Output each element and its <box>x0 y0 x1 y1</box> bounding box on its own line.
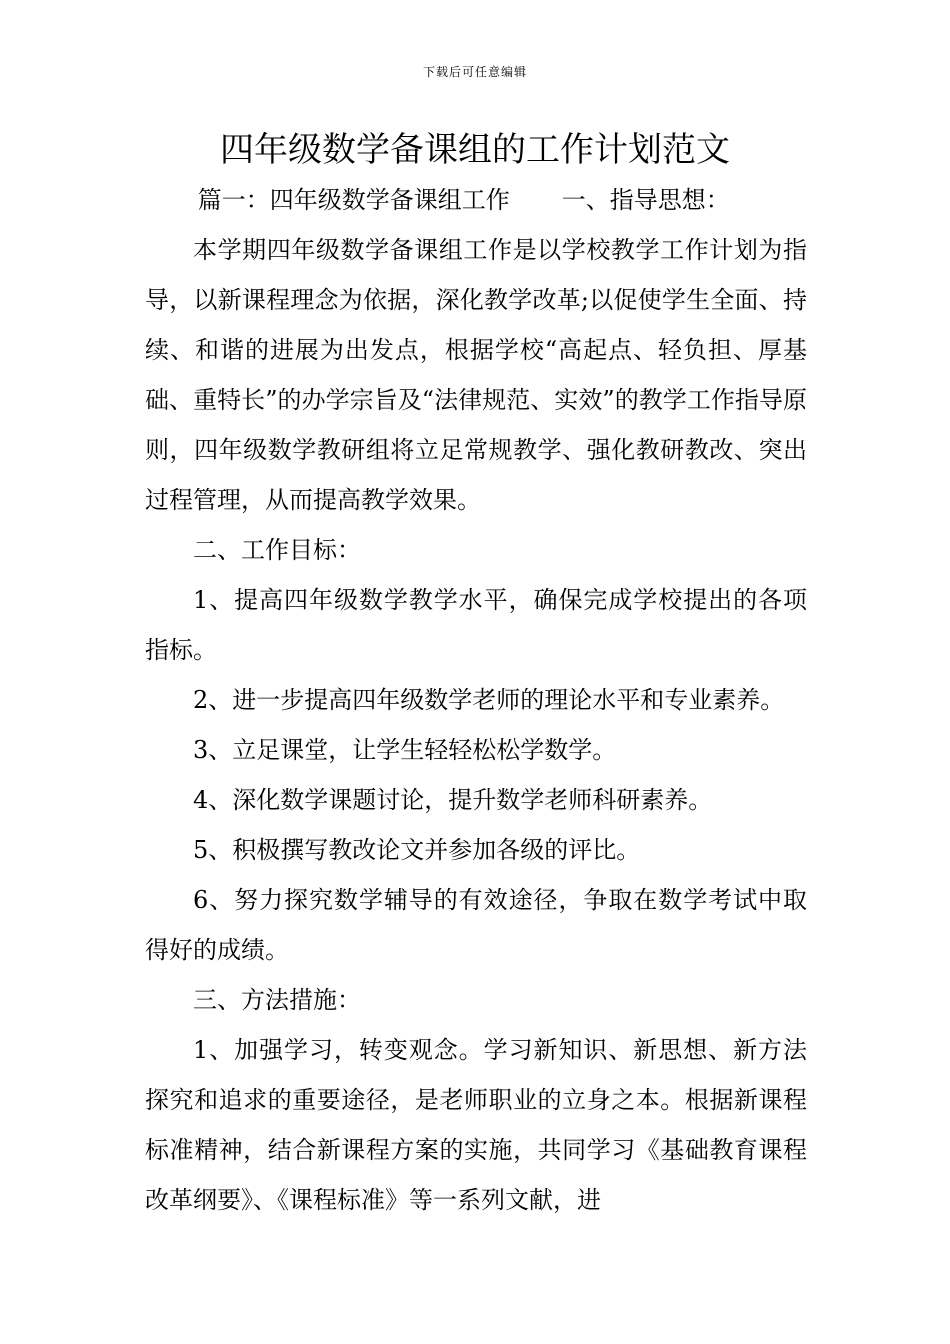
document-body <box>145 175 807 1225</box>
document-subtitle <box>145 175 807 225</box>
page-header-note: 下载后可任意编辑 <box>422 65 527 79</box>
subtitle-left: 篇一：四年级数学备课组工作 <box>197 186 510 214</box>
subtitle-right: 一、指导思想： <box>561 186 730 214</box>
goal-item-1: 1、提高四年级数学教学水平，确保完成学校提出的各项指标。 <box>145 586 807 664</box>
goal-item-6: 6、努力探究数学辅导的有效途径，争取在数学考试中取得好的成绩。 <box>145 886 807 964</box>
goal-item-3: 3、立足课堂，让学生轻轻松松学数学。 <box>193 736 617 764</box>
goal-item-2: 2、进一步提高四年级数学老师的理论水平和专业素养。 <box>193 686 785 714</box>
heading-methods: 三、方法措施： <box>193 986 361 1014</box>
document-title: 四年级数学备课组的工作计划范文 <box>220 130 730 170</box>
method-item-1: 1、加强学习，转变观念。学习新知识、新思想、新方法探究和追求的重要途径，是老师职业的立身之本。根据新课程标准精神，结合新课程方案的实施，共同学习《基础教育课程改革纲要》、《课程标准》等一系列文献，进 <box>145 1036 807 1214</box>
goal-item-4: 4、深化数学课题讨论，提升数学老师科研素养。 <box>193 786 713 814</box>
heading-work-goals: 二、工作目标： <box>193 536 361 564</box>
goal-item-5: 5、积极撰写教改论文并参加各级的评比。 <box>193 836 641 864</box>
paragraph-guiding-thought: 本学期四年级数学备课组工作是以学校教学工作计划为指导，以新课程理念为依据，深化教学改革;以促使学生全面、持续、和谐的进展为出发点，根据学校“高起点、轻负担、厚基础、重特长”的办学宗旨及“法律规范、实效”的教学工作指导原则，四年级数学教研组将立足常规教学、强化教研教改、突出过程管理，从而提高教学效果。 <box>145 236 807 514</box>
